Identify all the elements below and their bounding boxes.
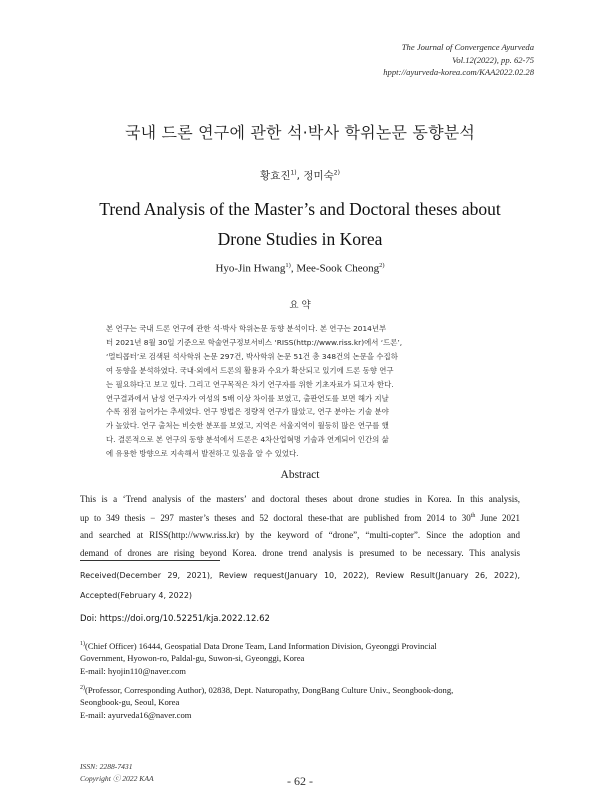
english-title-line-2: Drone Studies in Korea — [217, 229, 383, 249]
affiliation-2 — [80, 682, 520, 722]
korean-abstract-line: 연구결과에서 남성 연구자가 여성의 5배 이상 차이를 보였고, 출판연도를 보면 해가 지날 — [106, 393, 389, 403]
english-title-line-1: Trend Analysis of the Master’s and Doctoral theses about — [99, 199, 501, 219]
korean-abstract-line: 수록 점점 늘어가는 추세였다. 연구 방법은 정량적 연구가 많았고, 연구 분야는 기술 분야 — [106, 407, 389, 417]
english-abstract-line: demand of drones are rising beyond Korea. drone trend analysis is presumed to be necessary. This analysis — [80, 547, 520, 558]
korean-abstract-line: 에 유용한 방향으로 지속해서 발전하고 있음을 알 수 있었다. — [106, 449, 299, 459]
english-author-separator: , — [290, 262, 297, 275]
affiliation-2-line-1: (Professor, Corresponding Author), 02838, Dept. Naturopathy, DongBang Culture Univ., Seongbook-dong, — [85, 684, 454, 695]
received-review-dates: Received(December 29, 2021), Review request(January 10, 2022), Review Result(January 26, 2022), — [80, 571, 520, 580]
english-abstract-line — [80, 508, 520, 527]
korean-abstract-heading: 요 약 — [289, 300, 311, 311]
journal-name: The Journal of Convergence Ayurveda — [401, 42, 534, 52]
author-affiliations — [80, 638, 520, 725]
english-author-1-mark: 1) — [285, 262, 291, 269]
journal-header — [383, 41, 534, 79]
footnote-divider — [80, 560, 220, 561]
page-number: - 62 - — [287, 774, 313, 788]
english-author-2: Mee-Sook Cheong — [296, 262, 380, 275]
english-author-1: Hyo-Jin Hwang — [215, 262, 286, 275]
ordinal-suffix: th — [470, 513, 476, 520]
affiliation-1-line-1: (Chief Officer) 16444, Geospatial Data Drone Team, Land Information Division, Gyeonggi Provincial — [85, 640, 437, 651]
korean-abstract-line: 본 연구는 국내 드론 연구에 관한 석·박사 학위논문 동향 분석이다. 본 연구는 2014년부 — [106, 324, 387, 333]
doi-link[interactable]: Doi: https://doi.org/10.52251/kja.2022.12.62 — [80, 614, 270, 624]
korean-abstract-line: 터 2021년 8월 30일 기준으로 학술연구정보서비스 ‘RISS(http://www.riss.kr)에서 ‘드론’, — [106, 337, 403, 347]
english-author-2-mark: 2) — [379, 262, 385, 269]
affiliation-1-line-2: Government, Hyowon-ro, Paldal-gu, Suwon-si, Gyeonggi, Korea — [80, 653, 305, 664]
korean-abstract-line: 가 높았다. 연구 출처는 비슷한 분포를 보였고, 지역은 서울지역이 월등히 많은 연구를 했 — [106, 421, 389, 431]
korean-author-2-mark: 2) — [333, 169, 340, 177]
korean-author-separator: , — [296, 170, 304, 182]
korean-abstract-line: 여 동향을 분석하였다. 국내·외에서 드론의 활용과 수요가 확산되고 있기에 드론 동향 연구 — [106, 365, 394, 375]
accepted-date: Accepted(February 4, 2022) — [80, 591, 193, 600]
english-abstract — [80, 491, 520, 562]
korean-authors — [0, 168, 600, 183]
korean-title: 국내 드론 연구에 관한 석·박사 학위논문 동향분석 — [124, 123, 476, 142]
english-authors — [0, 262, 600, 275]
english-abstract-line-2-tail: June 2021 — [475, 513, 520, 524]
korean-abstract-line: 다. 결론적으로 본 연구의 동향 분석에서 드론은 4차산업혁명 기술과 연계되어 인간의 삶 — [106, 435, 389, 445]
submission-history — [80, 566, 520, 606]
korean-abstract-line: 는 필요하다고 보고 있다. 그리고 연구목적은 차기 연구자를 위한 기초자료가 되고자 한다. — [106, 379, 394, 389]
affiliation-2-line-2: Seongbook-gu, Seoul, Korea — [80, 697, 180, 708]
korean-author-1: 황효진 — [260, 170, 291, 182]
affiliation-1-mark: 1) — [80, 641, 85, 647]
affiliation-2-email: E-mail: ayurveda16@naver.com — [80, 709, 192, 720]
korean-abstract-line: ‘멀티콥터’로 검색된 석사학위 논문 297건, 박사학위 논문 51건 총 348건의 논문을 수집하 — [106, 351, 398, 361]
english-abstract-line: This is a ‘Trend analysis of the masters’ and doctoral theses about drone studies in Korea. In this analysis, — [80, 494, 520, 504]
journal-volume: Vol.12(2022), pp. 62-75 — [452, 54, 534, 65]
english-abstract-line-2-text: up to 349 thesis − 297 master’s theses and 52 doctoral these-that are published from 2014 to 30 — [80, 513, 471, 524]
affiliation-1 — [80, 638, 520, 678]
english-title — [0, 194, 600, 254]
korean-author-1-mark: 1) — [290, 169, 297, 177]
copyright: Copyright ⓒ 2022 KAA — [80, 773, 154, 783]
korean-abstract — [106, 322, 498, 461]
affiliation-1-email: E-mail: hyojin110@naver.com — [80, 666, 186, 677]
korean-author-2: 정미숙 — [303, 170, 334, 182]
issn: ISSN: 2288-7431 — [80, 762, 133, 771]
affiliation-2-mark: 2) — [80, 684, 85, 691]
english-abstract-line: and searched at RISS(http://www.riss.kr) by the keyword of “drone”, “multi-copter”. Since the adoption and — [80, 530, 520, 541]
journal-url: hppt://ayurveda-korea.com/KAA2022.02.28 — [383, 67, 534, 78]
abstract-heading: Abstract — [280, 469, 320, 481]
